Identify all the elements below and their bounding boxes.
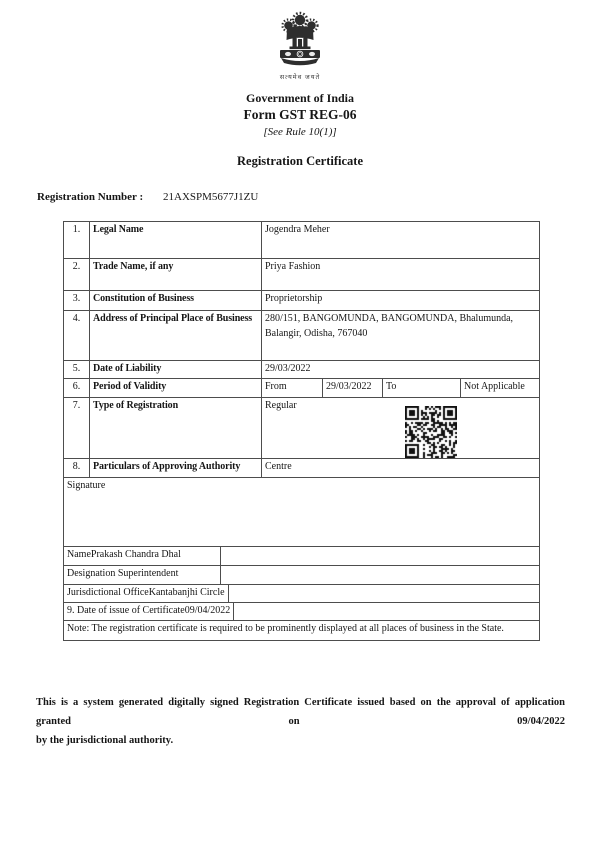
rule-reference: [See Rule 10(1)] <box>263 126 337 138</box>
table-row-type-of-registration <box>64 397 539 458</box>
certificate-table <box>63 221 540 641</box>
table-row-approving-authority <box>64 458 539 477</box>
jurisdictional-office-row <box>64 584 539 602</box>
row-label: Period of Validity <box>89 379 261 397</box>
ashoka-lion-capital-icon <box>273 10 327 66</box>
validity-from-label: From <box>265 381 287 392</box>
registration-number-value: 21AXSPM5677J1ZU <box>163 191 259 203</box>
name-row <box>64 546 539 565</box>
date-of-issue-row <box>64 602 539 620</box>
national-emblem-of-india <box>0 10 600 81</box>
row-value: 280/151, BANGOMUNDA, BANGOMUNDA, Bhalumunda, Balangir, Odisha, 767040 <box>261 311 539 360</box>
empty-cell <box>234 603 539 620</box>
validity-to-label: To <box>382 379 460 397</box>
row-label: Address of Principal Place of Business <box>89 311 261 360</box>
row-label: Type of Registration <box>89 398 261 458</box>
note-text: Note: The registration certificate is required to be prominently displayed at all places of business in the State. <box>67 623 504 634</box>
registration-type-value: Regular <box>265 400 297 411</box>
row-value <box>261 398 539 458</box>
row-value: 29/03/2022 <box>261 361 539 378</box>
row-serial: 5. <box>72 363 81 374</box>
designation-row <box>64 565 539 584</box>
signature-row <box>64 477 539 546</box>
row-label: Particulars of Approving Authority <box>89 459 261 477</box>
row-label: Constitution of Business <box>89 291 261 310</box>
row-label: Date of Liability <box>89 361 261 378</box>
row-serial: 2. <box>72 261 81 272</box>
row-value: Centre <box>261 459 539 477</box>
row-value: Proprietorship <box>261 291 539 310</box>
row-label: Legal Name <box>89 222 261 258</box>
row-serial: 4. <box>72 313 81 324</box>
row-label: Trade Name, if any <box>89 259 261 290</box>
signature-label: Signature <box>67 480 106 491</box>
row-serial: 8. <box>72 461 81 472</box>
empty-cell <box>221 566 539 584</box>
footer-line-2: by the jurisdictional authority. <box>36 735 174 746</box>
row-value: Priya Fashion <box>261 259 539 290</box>
validity-to-value: Not Applicable <box>460 379 539 397</box>
row-serial: 6. <box>72 381 81 392</box>
table-row-date-of-liability <box>64 360 539 378</box>
empty-cell <box>229 585 539 602</box>
table-row-trade-name <box>64 258 539 290</box>
certificate-title: Registration Certificate <box>237 154 363 168</box>
jurisdictional-office: Jurisdictional OfficeKantabanjhi Circle <box>64 585 229 602</box>
table-row-period-of-validity <box>64 378 539 397</box>
form-title: Form GST REG-06 <box>243 107 357 122</box>
registration-number-label: Registration Number : <box>37 191 144 203</box>
row-serial: 7. <box>72 400 81 411</box>
table-row-legal-name <box>64 222 539 258</box>
footer-note <box>36 693 565 750</box>
row-value: Jogendra Meher <box>261 222 539 258</box>
registration-number-line <box>37 191 259 203</box>
validity-cells <box>261 379 539 397</box>
row-serial: 3. <box>72 293 81 304</box>
government-of-india-title: Government of India <box>246 91 354 105</box>
validity-from-value: 29/03/2022 <box>322 379 382 397</box>
table-row-address <box>64 310 539 360</box>
emblem-motto: सत्यमेव जयते <box>279 74 321 81</box>
date-of-issue: 9. Date of issue of Certificate09/04/2022 <box>64 603 234 620</box>
approver-designation: Designation Superintendent <box>64 566 221 584</box>
empty-cell <box>221 547 539 565</box>
qr-code <box>405 406 457 458</box>
table-row-constitution <box>64 290 539 310</box>
footer-line-1: This is a system generated digitally signed Registration Certificate issued based on the approval of application granted on 09/04/2022 <box>36 697 565 727</box>
note-row <box>64 620 539 640</box>
approver-name: NamePrakash Chandra Dhal <box>64 547 221 565</box>
row-serial: 1. <box>72 224 81 235</box>
